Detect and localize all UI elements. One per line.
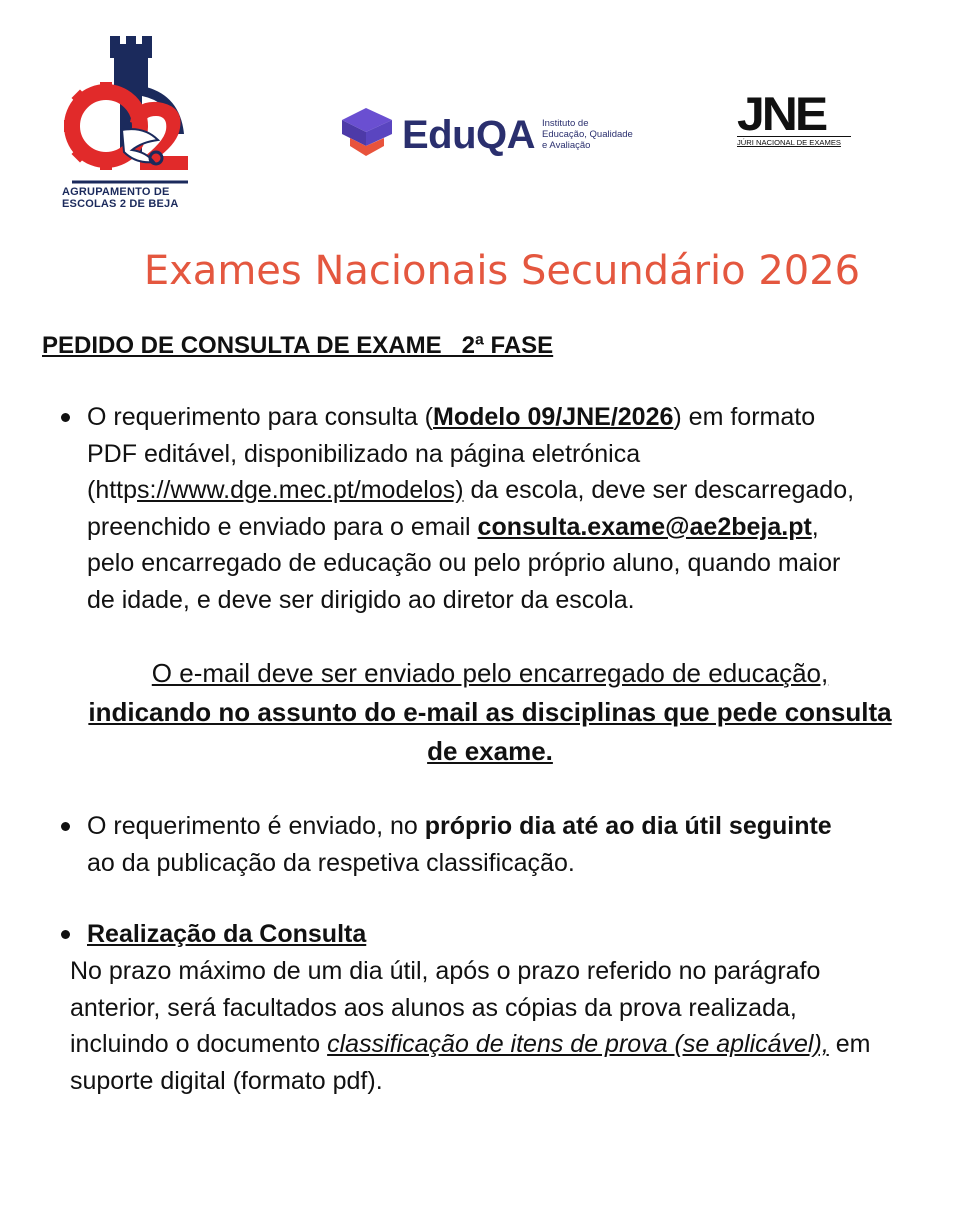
paragraph-consultation [70,953,950,1099]
school-caption-line2: ESCOLAS 2 DE BEJA [62,198,179,210]
text-segment: (http [87,476,138,505]
paragraph-line [87,509,957,546]
bullet-1 [61,413,70,422]
notice-line1: O e-mail deve ser enviado pelo encarregado de educação, [151,658,829,688]
school-crest-icon [62,30,198,190]
text-segment: ) em formato [673,403,816,431]
email-notice [0,654,980,771]
text-segment: O requerimento para consulta ( [87,403,434,431]
notice-line3: de exame. [427,736,553,766]
text-segment: , [811,512,819,541]
page-title: Exames Nacionais Secundário 2026 [143,248,861,294]
bullet-2 [61,822,70,831]
school-caption-line1: AGRUPAMENTO DE [62,186,170,198]
paragraph-line: No prazo máximo de um dia útil, após o prazo referido no parágrafo [70,957,821,985]
jne-logo [737,87,851,147]
eduqa-logo [340,106,660,166]
paragraph-line [87,472,957,509]
eduqa-subtitle [542,118,633,151]
text-segment: O requerimento é enviado, no [87,812,425,840]
paragraph-line: ao da publicação da respetiva classificação. [87,848,575,877]
text-segment: preenchido e enviado para o email [87,512,478,541]
paragraph-line: PDF editável, disponibilizado na página eletrónica [87,439,641,468]
eduqa-subtitle-line2: Educação, Qualidade [542,129,633,140]
dge-link[interactable]: s://www.dge.mec.pt/modelos) [137,476,464,505]
paragraph-line: suporte digital (formato pdf). [70,1066,383,1095]
eduqa-subtitle-line3: e Avaliação [542,140,591,151]
section-heading: PEDIDO DE CONSULTA DE EXAME 2ª FASE [42,332,554,359]
paragraph-line: pelo encarregado de educação ou pelo próprio aluno, quando maior [87,549,841,578]
deadline-emphasis: próprio dia até ao dia útil seguinte [424,812,832,840]
eduqa-name [402,112,535,158]
bullet-3 [61,930,70,939]
jne-name: JNE [737,87,826,141]
paragraph-deadline [87,808,957,881]
paragraph-line: de idade, e deve ser dirigido ao diretor da escola. [87,585,635,614]
consultation-heading: Realização da Consulta [87,920,367,948]
text-segment: da escola, deve ser descarregado, [463,476,855,505]
eduqa-name-part1: Edu [402,113,477,157]
classification-document: classificação de itens de prova (se aplicável), [327,1030,829,1059]
eduqa-subtitle-line1: Instituto de [542,118,589,129]
school-caption [62,186,198,210]
paragraph-line [87,808,957,845]
text-segment: em [828,1030,871,1059]
model-link[interactable]: Modelo 09/JNE/2026 [433,403,674,431]
notice-line2: indicando no assunto do e-mail as disciplinas que pede consulta [88,697,892,727]
jne-subtitle: JÚRI NACIONAL DE EXAMES [737,136,851,147]
eduqa-mark-icon [340,106,394,164]
paragraph-request [87,399,957,619]
eduqa-name-part2: QA [476,113,536,157]
text-segment: incluindo o documento [70,1030,328,1059]
paragraph-line [70,1026,950,1063]
paragraph-line [87,399,957,436]
paragraph-line: anterior, será facultados aos alunos as cópias da prova realizada, [70,993,797,1022]
email-link[interactable]: consulta.exame@ae2beja.pt [477,512,812,541]
